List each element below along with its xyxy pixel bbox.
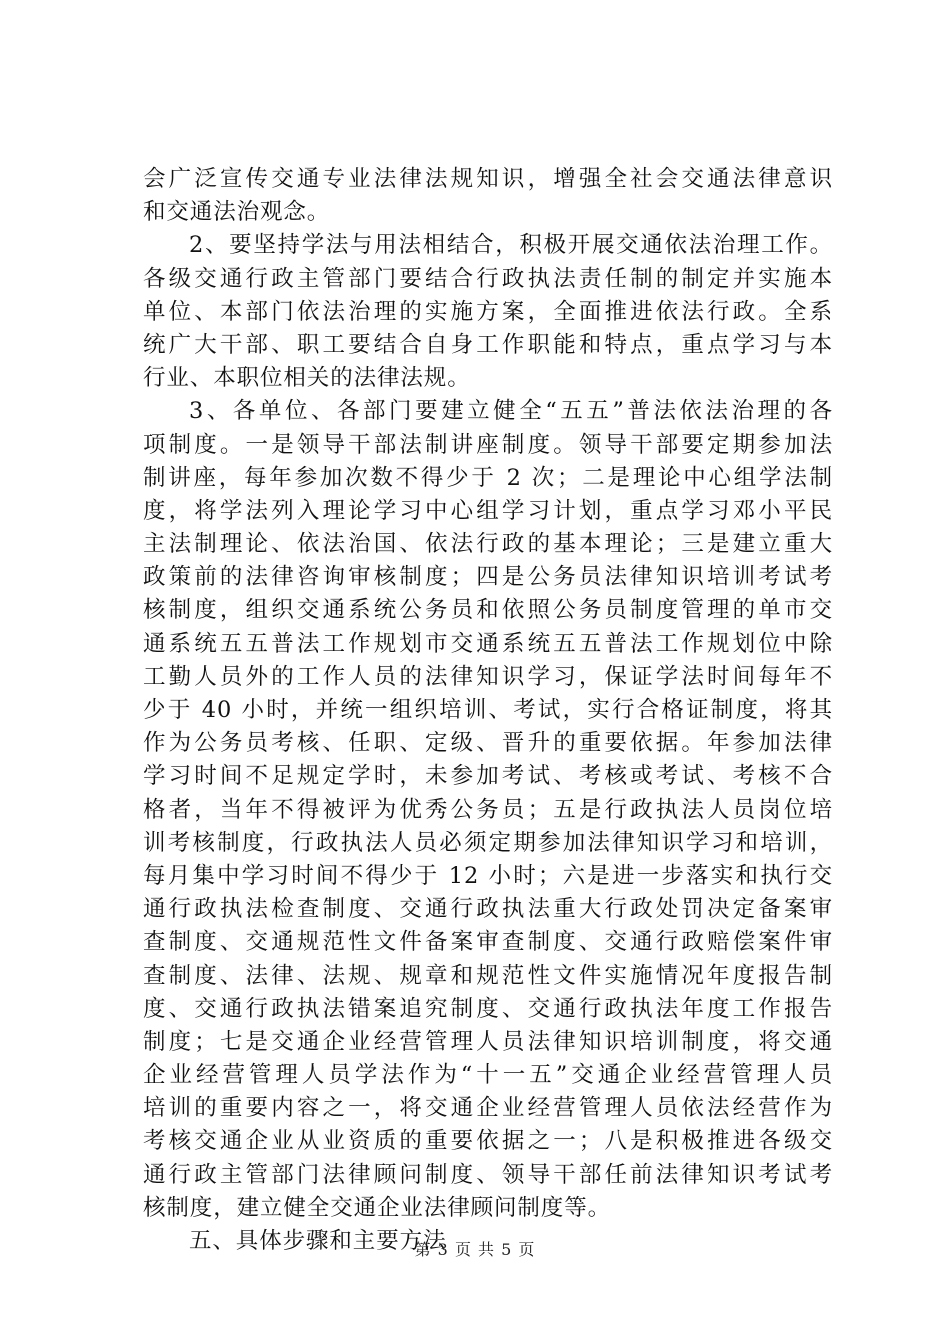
text-line: 项制度。一是领导干部法制讲座制度。领导干部要定期参加法: [143, 431, 833, 458]
page-footer: 第 3 页 共 5 页: [414, 1240, 536, 1259]
text-line: 度，将学法列入理论学习中心组学习计划，重点学习邓小平民: [143, 497, 833, 524]
text-line: 行业、本职位相关的法律法规。: [143, 365, 471, 392]
text-line: 核制度，建立健全交通企业法律顾问制度等。: [143, 1194, 612, 1221]
text-line: 和交通法治观念。: [143, 199, 331, 226]
text-line: 每月集中学习时间不得少于 12 小时；六是进一步落实和执行交: [143, 862, 833, 889]
text-line: 会广泛宣传交通专业法律法规知识，增强全社会交通法律意识: [143, 166, 833, 192]
text-line: 查制度、法律、法规、规章和规范性文件实施情况年度报告制: [143, 962, 833, 989]
text-line: 政策前的法律咨询审核制度；四是公务员法律知识培训考试考: [143, 564, 833, 591]
text-line: 通系统五五普法工作规划市交通系统五五普法工作规划位中除: [143, 630, 833, 657]
text-line: 单位、本部门依法治理的实施方案，全面推进依法行政。全系: [143, 298, 833, 325]
text-line: 五、具体步骤和主要方法: [189, 1228, 447, 1254]
text-line: 通行政执法检查制度、交通行政执法重大行政处罚决定备案审: [143, 896, 833, 923]
text-line: 统广大干部、职工要结合自身工作职能和特点，重点学习与本: [143, 331, 833, 358]
text-line: 格者，当年不得被评为优秀公务员；五是行政执法人员岗位培: [143, 796, 833, 823]
text-line: 查制度、交通规范性文件备案审查制度、交通行政赔偿案件审: [143, 929, 833, 956]
text-line: 学习时间不足规定学时，未参加考试、考核或考试、考核不合: [143, 763, 833, 790]
text-line: 考核交通企业从业资质的重要依据之一；八是积极推进各级交: [143, 1128, 833, 1155]
text-line: 工勤人员外的工作人员的法律知识学习，保证学法时间每年不: [143, 663, 833, 690]
text-line: 制讲座，每年参加次数不得少于 2 次；二是理论中心组学法制: [143, 464, 833, 491]
text-line: 作为公务员考核、任职、定级、晋升的重要依据。年参加法律: [143, 730, 833, 757]
document-body: [143, 163, 833, 1258]
text-line: 度、交通行政执法错案追究制度、交通行政执法年度工作报告: [143, 995, 833, 1022]
text-line: 3、各单位、各部门要建立健全“五五”普法依法治理的各: [189, 398, 833, 425]
text-line: 通行政主管部门法律顾问制度、领导干部任前法律知识考试考: [143, 1161, 833, 1188]
text-line: 2、要坚持学法与用法相结合，积极开展交通依法治理工作。: [189, 232, 833, 259]
text-line: 核制度，组织交通系统公务员和依照公务员制度管理的单市交: [143, 597, 833, 624]
text-line: 训考核制度，行政执法人员必须定期参加法律知识学习和培训，: [143, 829, 833, 856]
text-line: 培训的重要内容之一，将交通企业经营管理人员依法经营作为: [143, 1095, 833, 1122]
text-line: 主法制理论、依法治国、依法行政的基本理论；三是建立重大: [143, 531, 833, 558]
text-line: 少于 40 小时，并统一组织培训、考试，实行合格证制度，将其: [143, 697, 833, 723]
text-line: 各级交通行政主管部门要结合行政执法责任制的制定并实施本: [143, 265, 833, 292]
text-line: 制度；七是交通企业经营管理人员法律知识培训制度，将交通: [143, 1028, 833, 1055]
text-line: 企业经营管理人员学法作为“十一五”交通企业经营管理人员: [143, 1062, 833, 1089]
